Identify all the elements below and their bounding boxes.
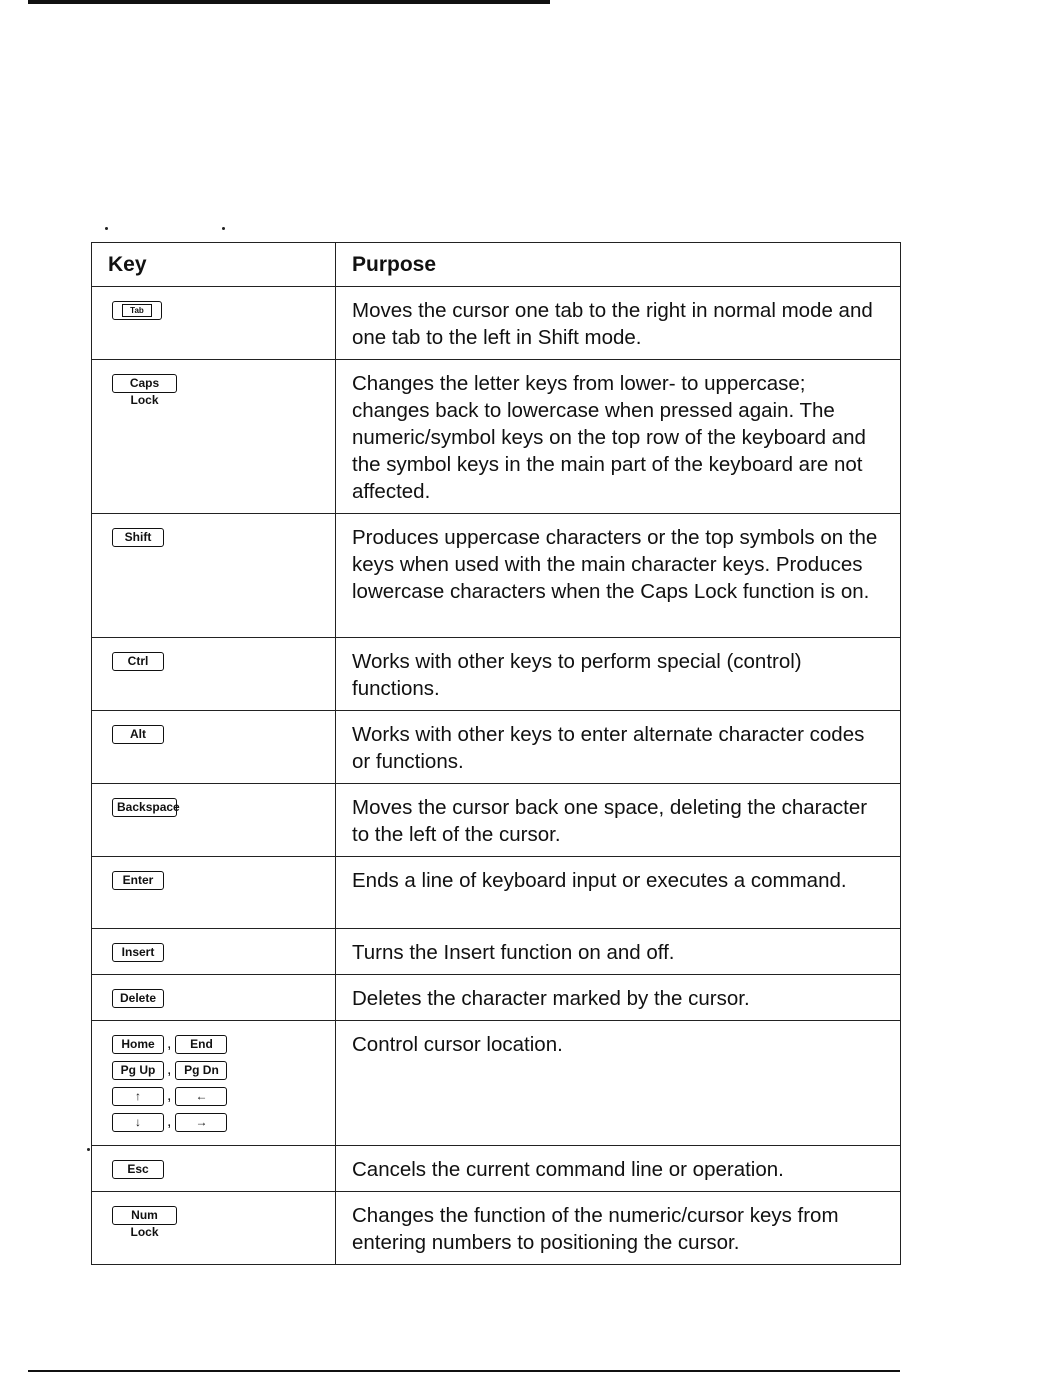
purpose-cell: Control cursor location.: [336, 1021, 901, 1146]
nav-key-row: [112, 1035, 335, 1061]
purpose-cell: Deletes the character marked by the cursor.: [336, 975, 901, 1021]
caps-lock-key: Caps Lock: [112, 374, 177, 393]
key-cell: [92, 975, 336, 1021]
key-separator: ,: [167, 1087, 172, 1104]
nav-key-row: [112, 1087, 335, 1113]
table-row: [92, 975, 901, 1021]
alt-key: Alt: [112, 725, 164, 744]
enter-key: Enter: [112, 871, 164, 890]
table-row: [92, 857, 901, 929]
key-cell: [92, 1192, 336, 1265]
backspace-key: Backspace: [112, 798, 177, 817]
table-row: [92, 514, 901, 638]
key-separator: ,: [167, 1113, 172, 1130]
top-rule: [28, 0, 550, 4]
table-row: [92, 1146, 901, 1192]
tab-key: Tab: [112, 301, 162, 320]
arrow-right-key: →: [175, 1113, 227, 1132]
nav-key-row: [112, 1113, 335, 1139]
key-cell: [92, 287, 336, 360]
end-key: End: [175, 1035, 227, 1054]
arrow-down-key: ↓: [112, 1113, 164, 1132]
key-cell: [92, 929, 336, 975]
arrow-left-key: ←: [175, 1087, 227, 1106]
purpose-cell: Moves the cursor back one space, deleting the character to the left of the cursor.: [336, 784, 901, 857]
purpose-cell: Ends a line of keyboard input or executes a command.: [336, 857, 901, 929]
table-row: [92, 360, 901, 514]
key-separator: ,: [167, 1061, 172, 1078]
esc-key: Esc: [112, 1160, 164, 1179]
shift-key: Shift: [112, 528, 164, 547]
table-row: [92, 287, 901, 360]
key-cell: [92, 1021, 336, 1146]
key-cell: [92, 857, 336, 929]
purpose-cell: Moves the cursor one tab to the right in normal mode and one tab to the left in Shift mode.: [336, 287, 901, 360]
table-row: [92, 929, 901, 975]
scan-speck: [222, 227, 225, 230]
page-down-key: Pg Dn: [175, 1061, 227, 1080]
ctrl-key: Ctrl: [112, 652, 164, 671]
purpose-cell: Works with other keys to perform special (control) functions.: [336, 638, 901, 711]
table-row: [92, 1021, 901, 1146]
num-lock-key: Num Lock: [112, 1206, 177, 1225]
scan-speck: [87, 1148, 90, 1151]
insert-key: Insert: [112, 943, 164, 962]
table-row: [92, 638, 901, 711]
purpose-column-header: Purpose: [336, 243, 901, 287]
table-row: [92, 784, 901, 857]
purpose-cell: Changes the function of the numeric/cursor keys from entering numbers to positioning the cursor.: [336, 1192, 901, 1265]
purpose-cell: Cancels the current command line or operation.: [336, 1146, 901, 1192]
table-row: [92, 1192, 901, 1265]
purpose-cell: Produces uppercase characters or the top symbols on the keys when used with the main character keys. Produces lowercase characters when the Caps Lock function is on.: [336, 514, 901, 638]
purpose-cell: Turns the Insert function on and off.: [336, 929, 901, 975]
key-cell: [92, 360, 336, 514]
key-column-header: Key: [92, 243, 336, 287]
key-separator: ,: [167, 1035, 172, 1052]
key-cell: [92, 784, 336, 857]
key-cell: [92, 514, 336, 638]
home-key: Home: [112, 1035, 164, 1054]
delete-key: Delete: [112, 989, 164, 1008]
scan-speck: [105, 227, 108, 230]
table-header-row: [92, 243, 901, 287]
nav-key-row: [112, 1061, 335, 1087]
page-up-key: Pg Up: [112, 1061, 164, 1080]
purpose-cell: Changes the letter keys from lower- to uppercase; changes back to lowercase when pressed again. The numeric/symbol keys on the top row of the keyboard and the symbol keys in the main part of the keyboard are not affected.: [336, 360, 901, 514]
key-cell: [92, 638, 336, 711]
arrow-up-key: ↑: [112, 1087, 164, 1106]
key-purpose-table: [91, 242, 901, 1265]
table-row: [92, 711, 901, 784]
key-cell: [92, 711, 336, 784]
purpose-cell: Works with other keys to enter alternate character codes or functions.: [336, 711, 901, 784]
key-cell: [92, 1146, 336, 1192]
bottom-rule: [28, 1370, 900, 1372]
